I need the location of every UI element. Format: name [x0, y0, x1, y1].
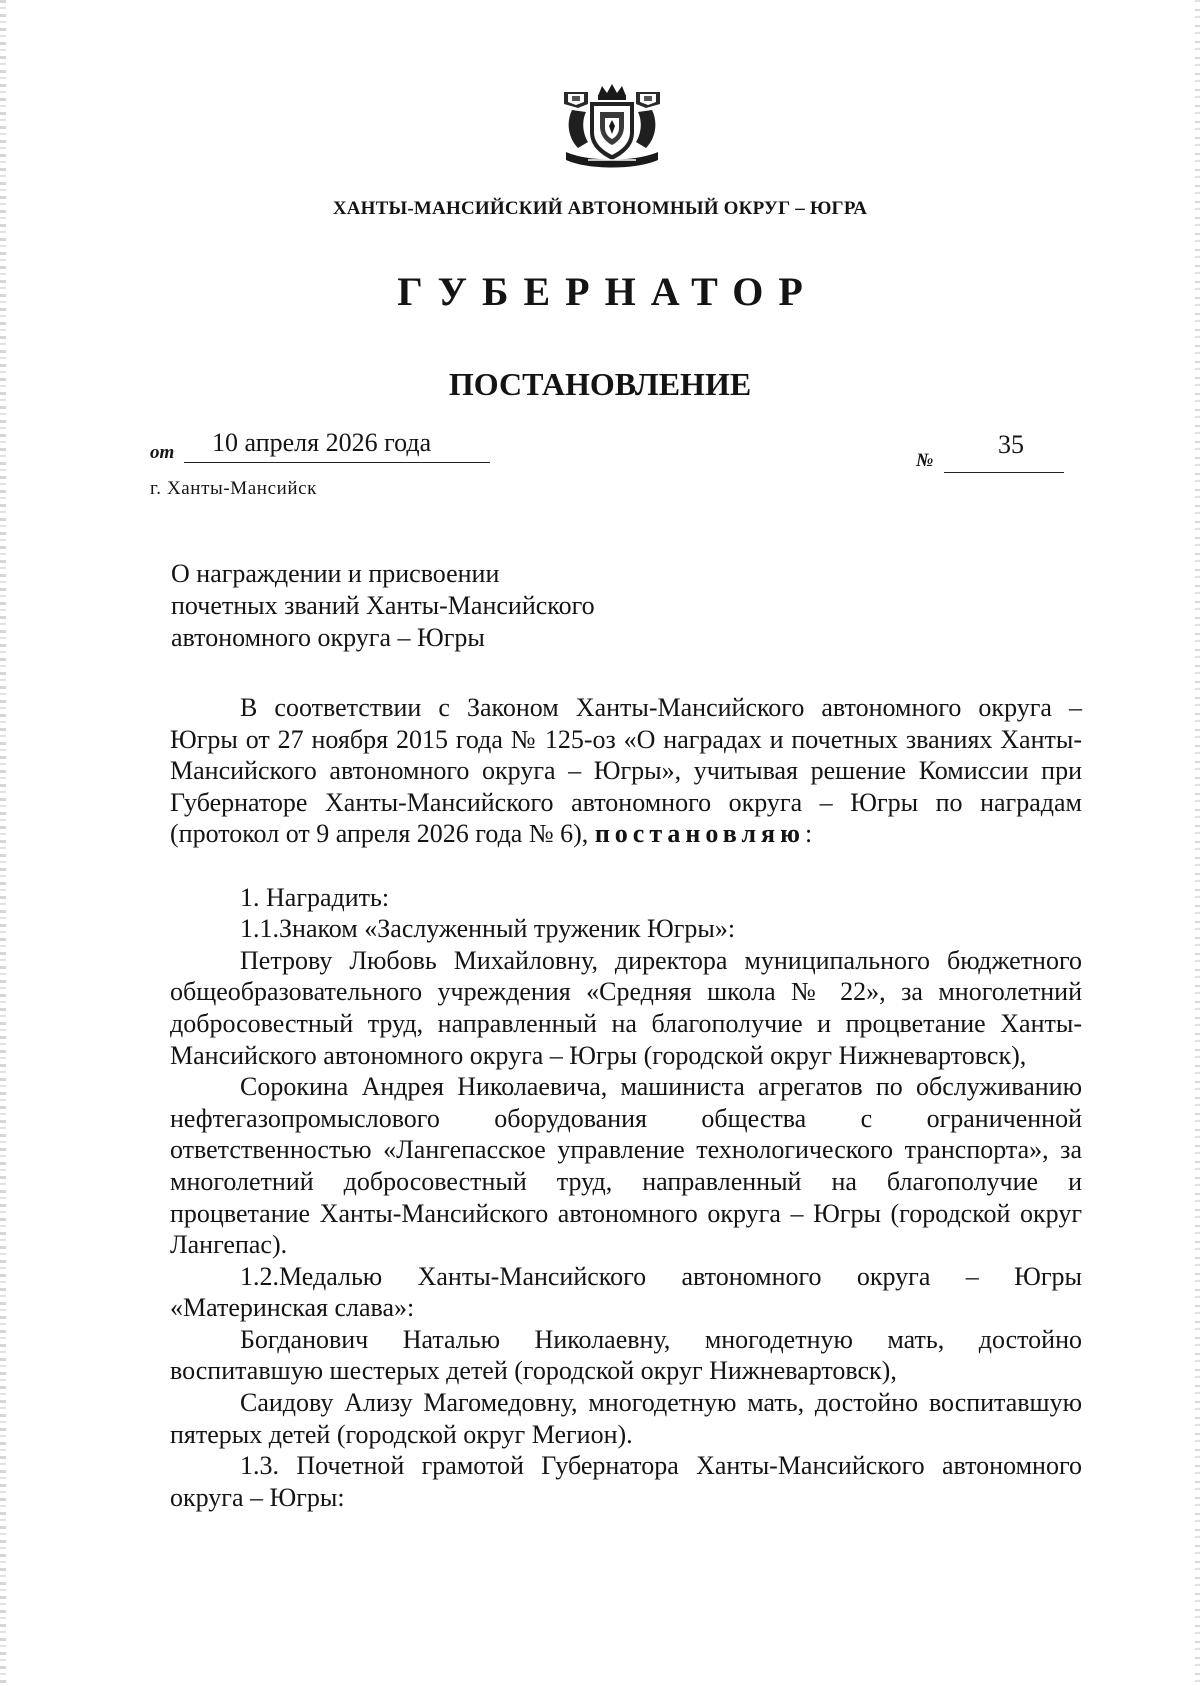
scan-edge-left: [0, 0, 6, 1686]
preamble-paragraph: [170, 692, 1082, 850]
resolve-colon: :: [804, 819, 813, 849]
award-item: 1.1.Знаком «Заслуженный труженик Югры»:: [240, 914, 736, 944]
document-type: ПОСТАНОВЛЕНИЕ: [448, 366, 752, 402]
scan-edge-right: [1195, 0, 1200, 1686]
date-prefix: от: [150, 442, 175, 463]
coat-of-arms-icon: [558, 82, 666, 172]
issue-city: г. Ханты-Мансийск: [150, 478, 317, 499]
award-item: Богданович Наталью Николаевну, многодетную мать, достойно воспитавшую шестерых детей (городской округ Нижневартовск),: [170, 1324, 1082, 1386]
document-subject: [171, 558, 595, 654]
document-date: 10 апреля 2026 года: [212, 428, 432, 457]
resolve-word: постановляю: [594, 819, 805, 849]
date-underline: [184, 462, 490, 463]
award-item: Сорокина Андрея Николаевича, машиниста агрегатов по обслуживанию нефтегазопромыслового оборудования общества с ограниченной ответственностью «Лангепасское управление технологического транспорта», за многолетний добросовестный труд, направленный на благополучие и процветание Ханты-Мансийского автономного округа – Югры (городской округ Лангепас).: [170, 1072, 1082, 1260]
subject-line: О награждении и присвоении: [171, 559, 500, 588]
number-label: №: [916, 450, 934, 471]
award-item: Саидову Ализу Магомедовну, многодетную мать, достойно воспитавшую пятерых детей (городской округ Мегион).: [170, 1388, 1082, 1449]
subject-line: автономного округа – Югры: [171, 623, 485, 652]
number-underline: [944, 472, 1064, 473]
award-item: 1.3. Почетной грамотой Губернатора Ханты-Мансийского автономного округа – Югры:: [170, 1451, 1082, 1512]
document-body: [170, 692, 1082, 1513]
award-item: 1.2.Медалью Ханты-Мансийского автономного округа – Югры «Материнская слава»:: [170, 1261, 1082, 1323]
preamble-text: В соответствии с Законом Ханты-Мансийского автономного округа – Югры от 27 ноября 2015 года № 125-оз «О наградах и почетных званиях Ханты-Мансийского автономного округа – Югры», учитывая решение Комиссии при Губернаторе Ханты-Мансийского автономного округа – Югры по наградам (протокол от 9 апреля 2026 года № 6),: [170, 693, 1082, 849]
award-item: 1. Наградить:: [240, 882, 390, 912]
subject-line: почетных званий Ханты-Мансийского: [171, 591, 595, 620]
region-title: ХАНТЫ-МАНСИЙСКИЙ АВТОНОМНЫЙ ОКРУГ – ЮГРА: [332, 198, 868, 219]
document-number: 35: [998, 430, 1024, 459]
authority-title: ГУБЕРНАТОР: [397, 269, 818, 314]
award-item: Петрову Любовь Михайловну, директора муниципального бюджетного общеобразовательного учреждения «Средняя школа № 22», за многолетний добросовестный труд, направленный на благополучие и процветание Ханты-Мансийского автономного округа – Югры (городской округ Нижневартовск),: [170, 945, 1082, 1070]
